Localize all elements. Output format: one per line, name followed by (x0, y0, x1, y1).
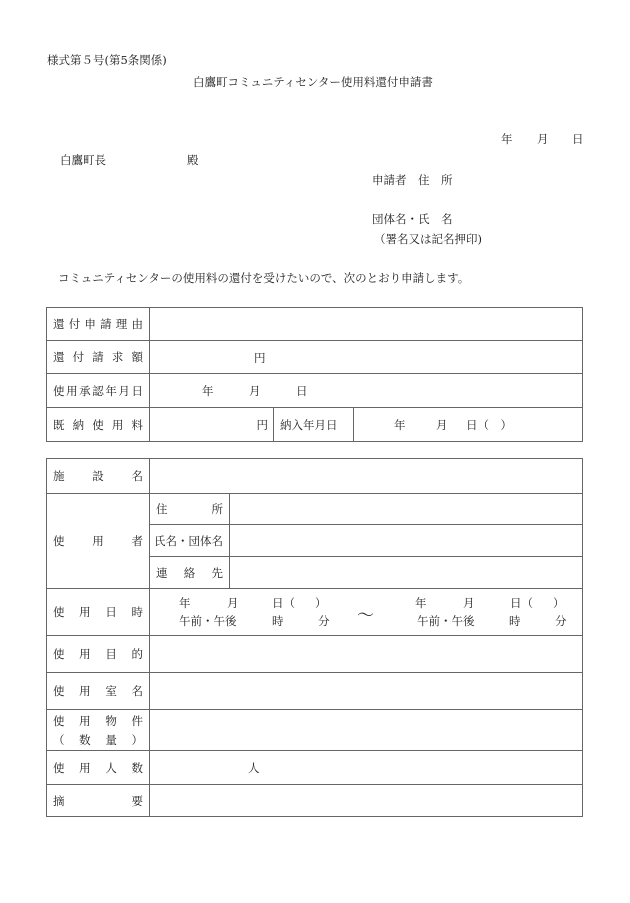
start-month-label: 月 (227, 596, 239, 610)
form-title: 白鷹町コミュニティセンター使用料還付申請書 (193, 75, 433, 89)
signature-note: （署名又は記名押印) (374, 232, 482, 246)
end-day-label: 日（ (510, 596, 533, 610)
user-name-field[interactable] (230, 525, 583, 557)
room-field[interactable] (150, 673, 583, 710)
refund-amount-field[interactable] (150, 341, 583, 374)
start-hour-label: 時 (272, 614, 284, 628)
table-row-room (47, 673, 583, 710)
items-label: 使 用 物 件 （ 数 量 ） (47, 710, 150, 751)
purpose-label: 使 用 目 的 (47, 636, 150, 673)
remarks-label: 摘 要 (47, 785, 150, 817)
month-label: 月 (436, 418, 448, 432)
facility-field[interactable] (150, 459, 583, 494)
refund-reason-field[interactable] (150, 308, 583, 341)
purpose-field[interactable] (150, 636, 583, 673)
table-row-remarks (47, 785, 583, 817)
end-month-label: 月 (463, 596, 475, 610)
applicant-address-label: 申請者 住 所 (372, 173, 453, 187)
refund-table (46, 307, 583, 442)
table-row-people (47, 751, 583, 785)
end-minute-label: 分 (555, 614, 567, 628)
user-contact-label: 連 絡 先 (150, 557, 230, 589)
date-year-label: 年 (501, 132, 513, 146)
yen-unit: 円 (256, 417, 268, 432)
table-row-user-address (47, 494, 583, 525)
paid-fee-label: 既 納 使 用 料 (47, 408, 150, 442)
yen-unit: 円 (254, 351, 266, 365)
user-address-label: 住 所 (150, 494, 230, 525)
paid-date-field[interactable] (354, 408, 583, 442)
intro-text: コミュニティセンターの使用料の還付を受けたいので、次のとおり申請します。 (58, 271, 470, 285)
usage-table (46, 458, 583, 817)
year-label: 年 (202, 384, 214, 398)
day-weekday-label: 日（ ） (466, 418, 512, 432)
user-name-label: 氏名・団体名 (150, 525, 230, 557)
refund-reason-label: 還 付 申 請 理 由 (47, 308, 150, 341)
approval-date-label: 使 用 承 認 年 月 日 (47, 374, 150, 408)
user-contact-field[interactable] (230, 557, 583, 589)
end-paren-close: ） (553, 596, 565, 610)
applicant-name-label: 団体名・氏 名 (372, 212, 453, 226)
table-row-paid-fee (47, 408, 583, 442)
day-label: 日 (296, 384, 308, 398)
user-label: 使 用 者 (47, 494, 150, 589)
usage-datetime-label: 使 用 日 時 (47, 589, 150, 636)
year-label: 年 (394, 418, 406, 432)
refund-amount-label: 還 付 請 求 額 (47, 341, 150, 374)
start-day-label: 日（ (272, 596, 295, 610)
range-tilde: ～ (357, 606, 374, 626)
table-row-approval-date (47, 374, 583, 408)
facility-label: 施 設 名 (47, 459, 150, 494)
table-row-usage-datetime (47, 589, 583, 636)
items-field[interactable] (150, 710, 583, 751)
end-ampm-label: 午前・午後 (417, 614, 475, 628)
end-hour-label: 時 (509, 614, 521, 628)
table-row-purpose (47, 636, 583, 673)
remarks-field[interactable] (150, 785, 583, 817)
user-address-field[interactable] (230, 494, 583, 525)
end-year-label: 年 (415, 596, 427, 610)
room-label: 使 用 室 名 (47, 673, 150, 710)
start-ampm-label: 午前・午後 (179, 614, 237, 628)
month-label: 月 (249, 384, 261, 398)
honorific: 殿 (187, 153, 199, 167)
table-row-refund-amount (47, 341, 583, 374)
people-field[interactable] (150, 751, 583, 785)
usage-datetime-field[interactable] (150, 589, 583, 636)
start-minute-label: 分 (318, 614, 330, 628)
approval-date-field[interactable] (150, 374, 583, 408)
paid-date-label: 納入年月日 (274, 408, 354, 442)
form-number: 様式第５号(第5条関係) (47, 53, 167, 67)
people-label: 使 用 人 数 (47, 751, 150, 785)
table-row-facility (47, 459, 583, 494)
date-day-label: 日 (572, 132, 584, 146)
paid-fee-field[interactable] (150, 408, 274, 442)
start-year-label: 年 (179, 596, 191, 610)
people-unit: 人 (248, 761, 260, 775)
addressee: 白鷹町長 (60, 153, 106, 167)
date-month-label: 月 (537, 132, 549, 146)
table-row-items (47, 710, 583, 751)
start-paren-close: ） (315, 596, 327, 610)
table-row-refund-reason (47, 308, 583, 341)
